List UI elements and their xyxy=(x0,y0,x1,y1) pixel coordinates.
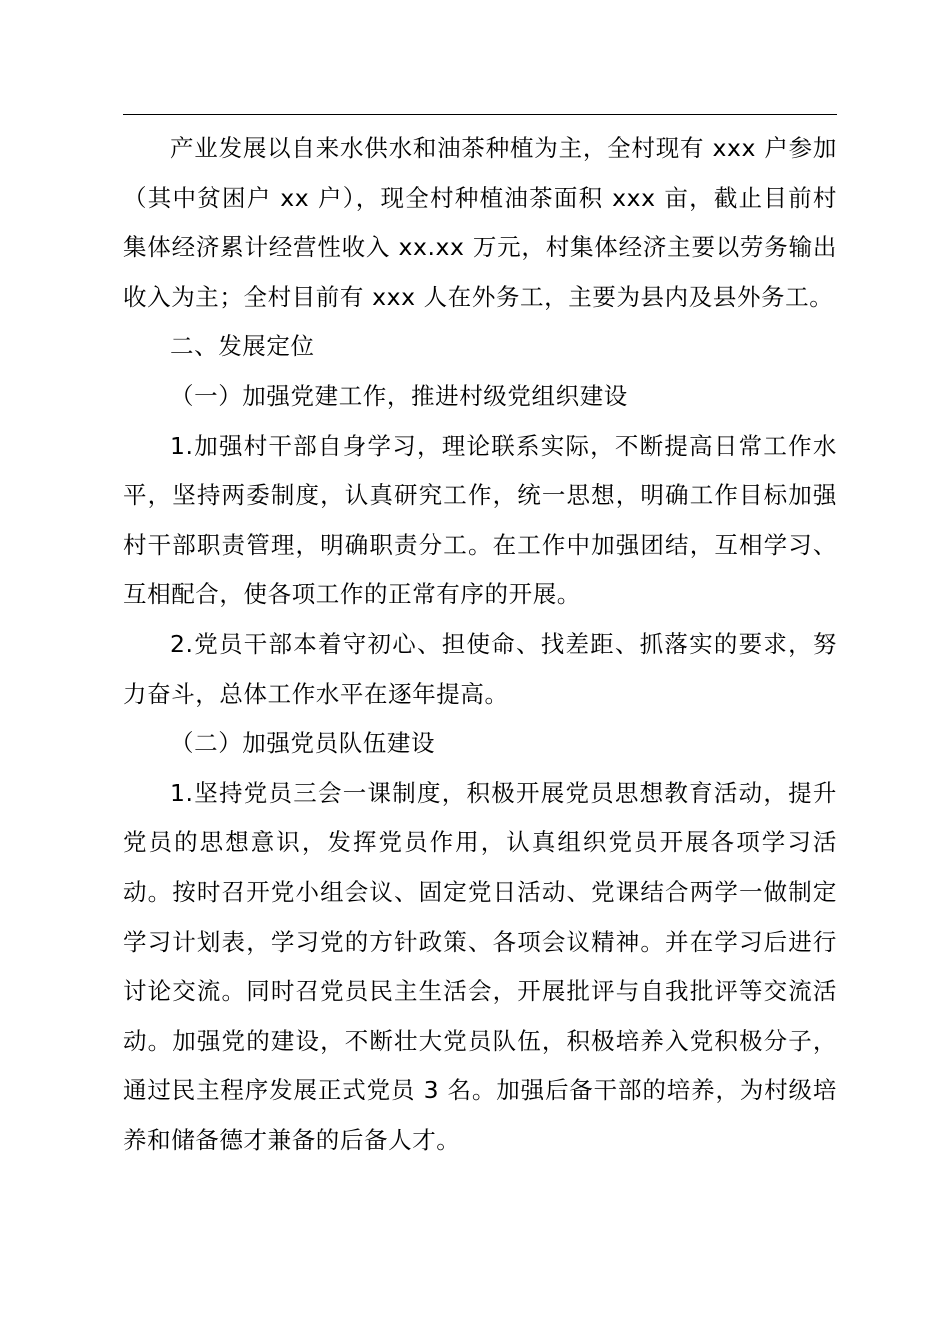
paragraph-cadre-requirements: 2.党员干部本着守初心、担使命、找差距、抓落实的要求，努力奋斗，总体工作水平在逐年提高。 xyxy=(123,629,837,708)
subsection-heading-party-members: （二）加强党员队伍建设 xyxy=(170,729,436,758)
section-heading-development-positioning: 二、发展定位 xyxy=(170,332,315,361)
document-body xyxy=(123,124,837,1165)
header-rule xyxy=(123,114,837,115)
paragraph-industry: 产业发展以自来水供水和油茶种植为主，全村现有 xxx 户参加（其中贫困户 xx 户），现全村种植油茶面积 xxx 亩，截止目前村集体经济累计经营性收入 xx.xx 万元，村集体经济主要以劳务输出收入为主；全村目前有 xxx 人在外务工，主要为县内及县外务工。 xyxy=(123,134,837,311)
paragraph-party-member-system: 1.坚持党员三会一课制度，积极开展党员思想教育活动，提升党员的思想意识，发挥党员作用，认真组织党员开展各项学习活动。按时召开党小组会议、固定党日活动、党课结合两学一做制定学习计划表，学习党的方针政策、各项会议精神。并在学习后进行讨论交流。同时召党员民主生活会，开展批评与自我批评等交流活动。加强党的建设，不断壮大党员队伍，积极培养入党积极分子，通过民主程序发展正式党员 3 名。加强后备干部的培养，为村级培养和储备德才兼备的后备人才。 xyxy=(123,778,837,1154)
subsection-heading-party-building: （一）加强党建工作，推进村级党组织建设 xyxy=(170,381,628,410)
paragraph-cadre-learning: 1.加强村干部自身学习，理论联系实际，不断提高日常工作水平，坚持两委制度，认真研究工作，统一思想，明确工作目标加强村干部职责管理，明确职责分工。在工作中加强团结，互相学习、互相配合，使各项工作的正常有序的开展。 xyxy=(123,431,837,609)
